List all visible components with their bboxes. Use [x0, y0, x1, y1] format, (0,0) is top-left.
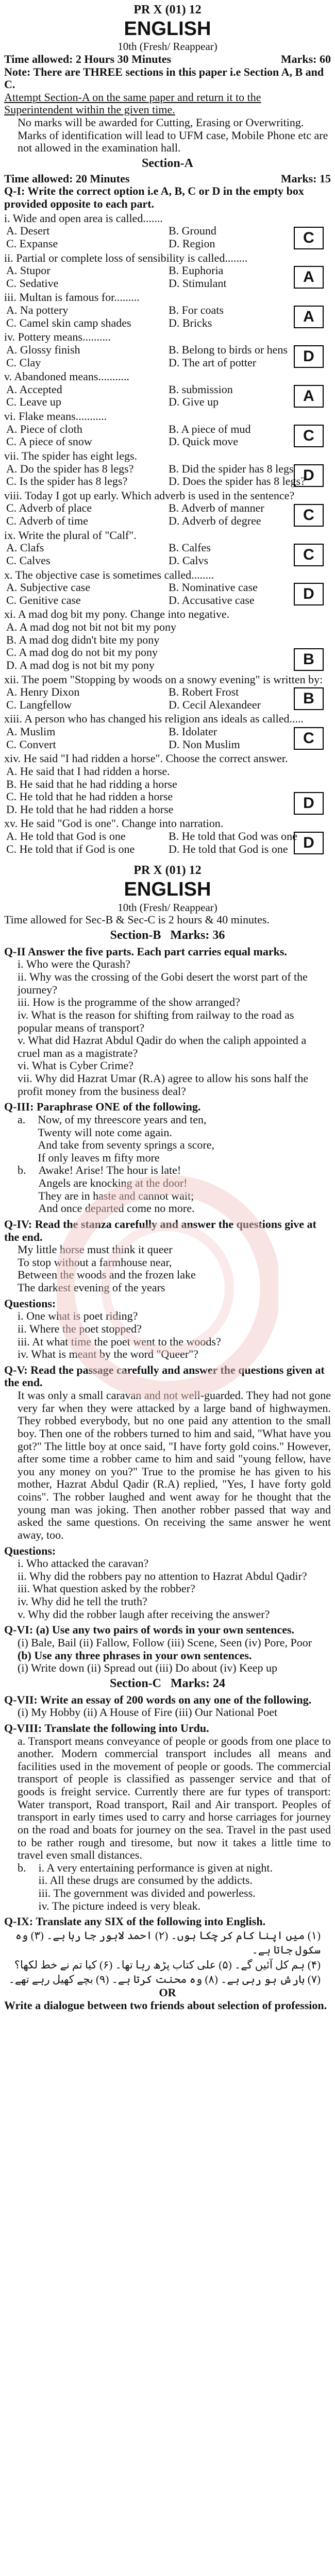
- mcq-option: D. Does the spider has 8 legs?: [169, 475, 306, 488]
- q2-item: iii. How is the programme of the show arranged?: [18, 996, 240, 1009]
- mcq-options: [4, 225, 331, 250]
- mcq-option: D. Calvs: [169, 553, 208, 567]
- mcq-question: v. Abandoned means...........: [4, 370, 129, 383]
- mcq-option: D. Bricks: [169, 316, 212, 329]
- section-b-heading: [4, 929, 331, 942]
- mcq-option: C. Calves: [6, 553, 51, 567]
- mcq-options: [4, 686, 331, 711]
- mcq-option: C. Langfellow: [6, 698, 72, 711]
- mcq-option: B. Euphoria: [169, 264, 224, 277]
- q5-passage: It was only a small caravan and not well-guarded. They had not gone very far when they were attacked by a large band of highwaymen. They robbed everybody, but no one paid any attention to the small boy. Then one of the robbers turned to him and said, "What have you got?" The little boy at once said, "I have forty gold coins." However, after some time a robber came to him and said "young fellow, have you any money on you?" True to the promise he has given to his mother, Hazrat Abdul Qadir (R.A) replied, "Yes, I have forty gold coins". The robber laughed and went away for he thought that the young man was joking. Then another robber passed that way and asked the same questions. On receiving the same answer he went away, too.: [18, 1389, 331, 1541]
- total-marks: Marks: 60: [280, 52, 331, 65]
- urdu-sentences: [4, 1928, 331, 1986]
- time-note-2: Time allowed for Sec-B & Sec-C is 2 hours & 40 minutes.: [4, 913, 270, 927]
- mcq-item: [4, 291, 331, 329]
- mcq-option: A. He said that I had ridden a horse.: [6, 764, 170, 778]
- mcq-option: C. Genitive case: [6, 593, 81, 607]
- mcq-option: D. Quick move: [169, 435, 239, 448]
- poem-b-lines: [26, 1164, 331, 1215]
- mcq-options: [4, 383, 331, 409]
- q1-instruction: Q-I: Write the correct option i.e A, B, C or D in the empty box provided opposite to each part.: [4, 184, 304, 211]
- mcq-question: ix. Write the plural of "Calf".: [4, 528, 137, 542]
- poem-line: And take from seventy springs a score,: [38, 1138, 215, 1152]
- q8-b-list: [26, 1862, 331, 1913]
- mcq-item: [4, 529, 331, 567]
- mcq-option: D. He told that he had ridden a horse: [6, 802, 174, 816]
- urdu-line: (۱) میں اپنا کام کر چکا ہوں۔ (۲) احمد لاہور جا رہا ہے۔ (۳) وہ سکول جاتا ہے۔: [15, 1929, 321, 1957]
- answer-box[interactable]: A: [294, 266, 324, 289]
- q2-item: iv. What is the reason for shifting from railway to the road as popular means of transport?: [18, 1008, 294, 1034]
- stanza-line: Between the woods and the frozen lake: [18, 1268, 196, 1282]
- q7-topics: (i) My Hobby (ii) A House of Fire (iii) Our National Poet: [18, 1706, 278, 1719]
- q5-item: v. Why did the robber laugh after receiving the answer?: [18, 1607, 270, 1621]
- q6-b-heading: (b) Use any three phrases in your own sentences.: [18, 1648, 252, 1662]
- mcq-option: B. A piece of mud: [169, 422, 251, 435]
- q5-item: ii. Why did the robbers pay no attention to Hazrat Abdul Qadir?: [18, 1569, 307, 1582]
- q4-list: [4, 1310, 331, 1361]
- mcq-option: B. Calfes: [169, 541, 211, 554]
- mcq-option: B. Belong to birds or hens: [169, 343, 288, 356]
- q8-b: [4, 1862, 331, 1913]
- mcq-question: x. The objective case is sometimes called........: [4, 568, 214, 581]
- urdu-line: (۷) بارش ہو رہی ہے۔ (۸) وہ محنت کرتا ہے۔ (۹) بچے کھیل رہے تھے۔: [8, 1973, 321, 1985]
- mcq-option: D. Region: [169, 237, 215, 250]
- mcq-item: [4, 252, 331, 290]
- q6-heading: Q-VI: (a) Use any two pairs of words in your own sentences.: [4, 1623, 295, 1637]
- note-attempt: Attempt Section-A on the same paper and return it to the Superintendent within the given time.: [4, 90, 261, 116]
- q8-a-passage: a. Transport means conveyance of people or goods from one place to another. Modern commercial transport includes all means and facilities used in the movement of people or goods. The commercial transport of people is classified as passenger service and that of goods is freight service. Currently there are fur types of transport: Water transport, Road transport, Rail and Air transport. Peoples of transport in early times used to carry and horse carriages for journey on the road and boats for journey on the sea. Travel in the past used to be rather rough and tiresome, but now it takes a little time to travel even small distances.: [18, 1734, 331, 1862]
- mcq-item: [4, 450, 331, 488]
- mcq-option: B. For coats: [169, 304, 224, 317]
- mcq-item: [4, 674, 331, 712]
- mcq-question: iv. Pottery means..........: [4, 330, 111, 344]
- answer-box[interactable]: D: [294, 345, 324, 368]
- mcq-options: [4, 423, 331, 448]
- mcq-option: C. Clay: [6, 356, 41, 369]
- q5-questions-label: Questions:: [4, 1544, 56, 1557]
- answer-box[interactable]: B: [294, 648, 324, 671]
- mcq-option: A. Subjective case: [6, 581, 91, 594]
- q4-item: i. One what is poet riding?: [18, 1309, 138, 1323]
- mcq-option: D. He told that God is one: [169, 842, 288, 855]
- mcq-item: [4, 817, 331, 855]
- q2-item: i. Who were the Qurash?: [18, 957, 130, 971]
- stanza-line: To stop without a farmhouse near,: [18, 1255, 172, 1269]
- mcq-option: B. He told that God was one: [169, 830, 297, 843]
- dialogue-prompt: Write a dialogue between two friends about selection of profession.: [4, 1998, 327, 2012]
- mcq-option: A. Muslim: [6, 725, 56, 738]
- mcq-question: xiii. A person who has changed his religion ans ideals as called.....: [4, 712, 304, 726]
- mcq-option: D. Give up: [169, 395, 219, 409]
- mcq-question: viii. Today I got up early. Which adverb is used in the sentence?: [4, 489, 295, 502]
- q5-item: i. Who attacked the caravan?: [18, 1557, 149, 1570]
- section-a-heading: Section-A: [142, 156, 193, 170]
- mcq-option: C. Is the spider has 8 legs?: [6, 475, 128, 488]
- q8-b-label: b.: [18, 1861, 26, 1874]
- q6-b-phrases: (i) Write down (ii) Spread out (iii) Do about (iv) Keep up: [18, 1661, 277, 1675]
- mcq-option: A. Clafs: [6, 541, 44, 554]
- mcq-options: [4, 726, 331, 751]
- mcq-option: C. He told that he had ridden a horse: [6, 790, 173, 803]
- class-line-2: 10th (Fresh/ Reappear): [118, 901, 217, 914]
- q8-b-item: iv. The picture indeed is very bleak.: [38, 1899, 201, 1912]
- q5-heading: Q-V: Read the passage carefully and answer the questions given at the end.: [4, 1363, 325, 1389]
- mcq-question: iii. Multan is famous for.........: [4, 291, 140, 304]
- section-a-time: Time allowed: 20 Minutes: [4, 172, 130, 185]
- mcq-option: A. Na pottery: [6, 304, 69, 317]
- mcq-item: [4, 569, 331, 607]
- answer-box[interactable]: B: [294, 687, 324, 710]
- q4-item: ii. Where the poet stopped?: [18, 1322, 142, 1335]
- q8-b-item: iii. The government was divided and powerless.: [38, 1887, 256, 1899]
- answer-box[interactable]: C: [294, 727, 324, 750]
- section-c-title: Section-C: [110, 1676, 161, 1690]
- poem-line: Angels are knocking at the door!: [38, 1176, 188, 1189]
- mcq-option: B. Nominative case: [169, 581, 258, 594]
- mcq-option: A. Stupor: [6, 264, 51, 277]
- mcq-option: B. Robert Frost: [169, 685, 239, 699]
- q5-list: [4, 1557, 331, 1621]
- mcq-option: A. Glossy finish: [6, 343, 80, 356]
- mcq-item: [4, 608, 331, 671]
- section-b-title: Section-B: [110, 928, 161, 942]
- mcq-option: C. Adverb of place: [6, 501, 92, 515]
- mcq-options: [4, 463, 331, 488]
- mcq-option: D. Accusative case: [169, 593, 255, 607]
- q8-b-item: i. A very entertaining performance is given at night.: [38, 1861, 273, 1874]
- q2-heading: Q-II Answer the five parts. Each part carries equal marks.: [4, 945, 287, 958]
- q6-a-words: (i) Bale, Bail (ii) Fallow, Follow (iii) Scene, Seen (iv) Pore, Poor: [18, 1636, 312, 1649]
- mcq-question: i. Wide and open area is called.......: [4, 211, 163, 225]
- time-allowed: Time allowed: 2 Hours 30 Minutes: [4, 52, 172, 65]
- mcq-option: A. Henry Dixon: [6, 685, 80, 699]
- mcq-option: A. Desert: [6, 224, 50, 238]
- note-sections: Note: There are THREE sections in this paper i.e Section A, B and C.: [4, 65, 324, 91]
- mcq-option: C. A piece of snow: [6, 435, 92, 448]
- q7-heading: Q-VII: Write an essay of 200 words on any one of the following.: [4, 1693, 312, 1706]
- q5-item: iii. What question asked by the robber?: [18, 1582, 195, 1595]
- mcq-option: D. Non Muslim: [169, 737, 240, 751]
- poem-a: [4, 1114, 331, 1165]
- stanza: [4, 1243, 331, 1294]
- note-marks: No marks will be awarded for Cutting, Erasing or Overwriting. Marks of identification will lead to UFM case, Mobile Phone etc are not allowed in the examination hall.: [18, 116, 328, 155]
- q2-item: vi. What is Cyber Crime?: [18, 1059, 134, 1072]
- mcq-item: [4, 410, 331, 448]
- mcq-options: [4, 765, 331, 816]
- section-a-marks: Marks: 15: [280, 172, 331, 185]
- poem-a-label: a.: [18, 1113, 26, 1126]
- mcq-option: B. Ground: [169, 224, 216, 238]
- answer-box[interactable]: C: [294, 227, 324, 249]
- mcq-option: C. Sedative: [6, 276, 59, 290]
- mcq-option: A. He told that God is one: [6, 830, 126, 843]
- answer-box[interactable]: D: [294, 792, 324, 815]
- poem-line: And once departed come no more.: [38, 1202, 195, 1215]
- stanza-line: The darkest evening of the years: [18, 1281, 165, 1294]
- q8-heading: Q-VIII: Translate the following into Urdu.: [4, 1721, 209, 1735]
- q2-list: [4, 958, 331, 1098]
- paper-code: PR X (01) 12: [133, 3, 202, 16]
- class-line: 10th (Fresh/ Reappear): [118, 40, 217, 53]
- answer-box[interactable]: D: [294, 583, 324, 605]
- mcq-option: B. Idolater: [169, 725, 217, 738]
- poem-line: Twenty will note come again.: [38, 1125, 172, 1139]
- mcq-options: [4, 502, 331, 527]
- mcq-options: [4, 830, 331, 855]
- mcq-option: B. submission: [169, 382, 233, 396]
- mcq-options: [4, 581, 331, 607]
- mcq-option: A. Accepted: [6, 382, 62, 396]
- mcq-option: B. Adverb of manner: [169, 501, 264, 515]
- q9-heading: Q-IX: Translate any SIX of the following into English.: [4, 1915, 266, 1928]
- mcq-option: C. He told that if God is one: [6, 842, 135, 855]
- section-b-marks: Marks: 36: [170, 928, 225, 942]
- answer-box[interactable]: C: [294, 504, 324, 527]
- poem-line: If only leaves m fifty more: [38, 1151, 160, 1164]
- answer-box[interactable]: A: [294, 385, 324, 408]
- answer-box[interactable]: C: [294, 544, 324, 566]
- mcq-item: [4, 371, 331, 409]
- answer-box[interactable]: D: [294, 832, 324, 854]
- poem-a-lines: [25, 1114, 331, 1165]
- mcq-options: [4, 344, 331, 369]
- urdu-line: (۴) ہم کل آئیں گے۔ (۵) علی کتاب پڑھ رہا تھا۔ (۶) کیا تم نے خط لکھا؟: [14, 1958, 321, 1971]
- q4-heading: Q-IV: Read the stanza carefully and answer the questions give at the end.: [4, 1217, 316, 1243]
- poem-b-label: b.: [18, 1164, 26, 1177]
- mcq-option: C. Convert: [6, 737, 56, 751]
- q5-item: iv. Why did he tell the truth?: [18, 1595, 147, 1608]
- mcq-question: vii. The spider has eight legs.: [4, 449, 138, 462]
- mcq-question: xii. The poem "Stopping by woods on a snowy evening" is written by:: [4, 672, 323, 686]
- answer-box[interactable]: A: [294, 306, 324, 328]
- mcq-item: [4, 752, 331, 816]
- q4-item: iii. At what time the poet went to the woods?: [18, 1335, 221, 1348]
- q4-item: iv. What is meant by the word "Queer"?: [18, 1348, 198, 1361]
- mcq-option: B. A mad dog didn't bite my pony: [6, 633, 160, 646]
- subject-title: ENGLISH: [124, 18, 211, 40]
- mcq-list: [4, 212, 331, 856]
- mcq-options: [4, 264, 331, 290]
- mcq-option: D. The art of potter: [169, 356, 257, 369]
- q2-item: v. What did Hazrat Abdul Qadir do when the caliph appointed a cruel man as a magistrate?: [18, 1034, 307, 1059]
- q4-questions-label: Questions:: [4, 1297, 56, 1310]
- stanza-line: My little horse must think it queer: [18, 1243, 173, 1256]
- paper-code-2: PR X (01) 12: [133, 864, 202, 878]
- mcq-option: C. Expanse: [6, 237, 58, 250]
- poem-line: Now, of my threescore years and ten,: [38, 1113, 207, 1126]
- answer-box[interactable]: C: [294, 425, 324, 447]
- mcq-option: B. Did the spider has 8 legs: [169, 462, 294, 475]
- q3-heading: Q-III: Paraphrase ONE of the following.: [4, 1100, 201, 1114]
- mcq-question: ii. Partial or complete loss of sensibility is called........: [4, 251, 248, 264]
- mcq-question: xi. A mad dog bit my pony. Change into negative.: [4, 608, 230, 621]
- mcq-option: C. Adverb of time: [6, 514, 88, 528]
- answer-box[interactable]: D: [294, 464, 324, 487]
- mcq-question: vi. Flake means...........: [4, 410, 107, 423]
- time-marks-row: [4, 53, 331, 66]
- subject-title-2: ENGLISH: [124, 879, 211, 901]
- q2-item: ii. Why was the crossing of the Gobi desert the worst part of the journey?: [18, 970, 308, 996]
- q8-b-item: ii. All these drugs are consumed by the addicts.: [38, 1874, 253, 1887]
- section-a-time-row: [4, 173, 331, 186]
- mcq-options: [4, 621, 331, 672]
- poem-b: [4, 1164, 331, 1215]
- mcq-option: A. A mad dog not bit not bit my pony: [6, 620, 177, 634]
- mcq-item: [4, 331, 331, 369]
- section-c-heading: [4, 1677, 331, 1691]
- mcq-option: D. Adverb of degree: [169, 514, 261, 528]
- poem-line: Awake! Arise! The hour is late!: [38, 1164, 181, 1177]
- mcq-item: [4, 713, 331, 751]
- or-label: OR: [159, 1986, 176, 1999]
- mcq-question: xv. He said "God is one". Change into narration.: [4, 817, 224, 830]
- mcq-item: [4, 490, 331, 528]
- mcq-option: A. Piece of cloth: [6, 422, 82, 435]
- mcq-option: C. Leave up: [6, 395, 61, 409]
- mcq-option: C. Camel skin camp shades: [6, 316, 131, 329]
- q2-item: vii. Why did Hazrat Umar (R.A) agree to allow his sons half the profit money from the business deal?: [18, 1072, 309, 1098]
- mcq-item: [4, 212, 331, 250]
- mcq-option: D. A mad dog is not bit my pony: [6, 658, 155, 671]
- mcq-option: A. Do the spider has 8 legs?: [6, 462, 134, 475]
- mcq-option: C. A mad dog do not bit my pony: [6, 646, 158, 659]
- section-c-marks: Marks: 24: [171, 1676, 225, 1690]
- mcq-option: D. Cecil Alexandeer: [169, 698, 261, 711]
- mcq-options: [4, 304, 331, 329]
- mcq-question: xiv. He said "I had ridden a horse". Choose the correct answer.: [4, 752, 288, 765]
- mcq-option: D. Stimulant: [169, 276, 227, 290]
- poem-line: They are in haste and cannot wait;: [38, 1189, 194, 1202]
- mcq-options: [4, 542, 331, 567]
- mcq-option: B. He said that he had ridding a horse: [6, 777, 177, 790]
